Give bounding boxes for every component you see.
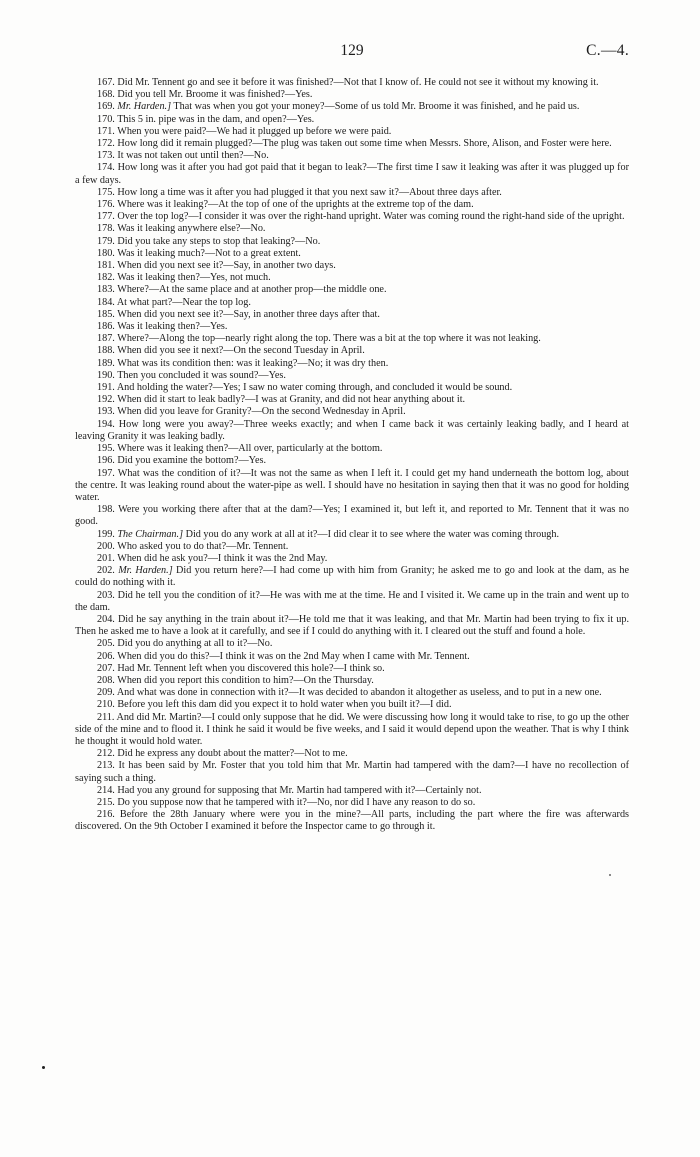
testimony-paragraph [75,138,629,150]
testimony-paragraph [75,211,629,223]
testimony-paragraph [75,345,629,357]
testimony-paragraph [75,406,629,418]
question-number: 179. [97,235,115,247]
testimony-text: Did you take any steps to stop that leaking?—No. [117,235,321,247]
testimony-text: Was it leaking much?—Not to a great extent. [117,247,301,259]
testimony-paragraph [75,236,629,248]
question-number: 195. [97,443,115,455]
testimony-paragraph [75,382,629,394]
testimony-text: Did you return here?—I had come up with him from Granity; he asked me to go and look at the dam, as he could do nothing with it. [75,565,630,589]
testimony-paragraph [75,394,629,406]
speaker-label: The Chairman.] [117,528,184,540]
testimony-text: Where?—Along the top—nearly right along the top. There was a bit at the top where it was not leaking. [117,333,541,345]
testimony-paragraph [75,443,629,455]
question-number: 173. [97,150,115,162]
testimony-paragraph [75,321,629,333]
question-number: 175. [97,186,115,198]
testimony-paragraph [75,638,629,650]
testimony-text: Before you left this dam did you expect it to hold water when you built it?—I did. [117,699,452,711]
question-number: 216. [97,809,115,821]
testimony-text: Did he express any doubt about the matter?—Not to me. [117,748,348,760]
testimony-paragraph [75,126,629,138]
testimony-paragraph [75,223,629,235]
question-number: 183. [97,284,115,296]
testimony-text: Then you concluded it was sound?—Yes. [117,369,286,381]
question-number: 186. [97,321,115,333]
testimony-text: How long were you away?—Three weeks exactly; and when I came back it was certainly leaking badly, and I heard at leaving Granity it was leaking badly. [75,418,630,442]
testimony-text: Did he say anything in the train about it?—He told me that it was leaking, and that Mr. Martin had been trying to fix it up. Then he asked me to have a look at it carefully, and see if I could do anything with it. I cleared out the stuff and found a hole. [75,613,630,638]
testimony-text: It has been said by Mr. Foster that you told him that Mr. Martin had tampered with the dam?—I have no recollection of saying such a thing. [75,760,630,784]
question-number: 207. [97,662,115,674]
question-number: 187. [97,333,115,345]
question-number: 204. [97,613,115,625]
question-number: 190. [97,369,115,381]
testimony-text: And did Mr. Martin?—I could only suppose that he did. We were discussing how long it would take to rise, to go up the other side of the mine and to flood it. I think he said it would be five weeks, and I said it would depend upon the weather. That is why I think he thought it would hold water. [75,711,629,747]
testimony-text: Were you working there after that at the dam?—Yes; I examined it, but left it, and reported to Mr. Tennent that it was no good. [75,504,629,528]
testimony-paragraph [75,455,629,467]
testimony-paragraph [75,284,629,296]
testimony-paragraph [75,663,629,675]
testimony-text: Before the 28th January where were you in the mine?—All parts, including the part where the fire was afterwards discovered. On the 9th October I examined it before the Inspector came to go through it. [75,809,629,833]
question-number: 182. [97,272,115,284]
testimony-paragraph [75,77,629,89]
question-number: 196. [97,455,115,467]
testimony-paragraph [75,150,629,162]
speaker-label: Mr. Harden.] [118,565,173,577]
testimony-paragraph [75,699,629,711]
testimony-text: When did you next see it?—Say, in another two days. [117,260,336,272]
testimony-paragraph [75,248,629,260]
question-number: 184. [97,296,115,308]
testimony-paragraph [75,162,629,186]
testimony-paragraph [75,565,629,589]
testimony-paragraph [75,651,629,663]
question-number: 206. [97,650,115,662]
testimony-paragraph [75,760,629,784]
testimony-text: Was it leaking then?—Yes. [117,321,228,333]
testimony-paragraph [75,309,629,321]
testimony-text: What was the condition of it?—It was not the same as when I left it. I could get my hand underneath the bottom log, about the centre. It was leaking round about the water-pipe as well. I should have no hesitation in saying then that it was no good for holding water. [75,467,629,503]
testimony-text: When did you see it next?—On the second Tuesday in April. [117,345,365,357]
testimony-paragraph [75,272,629,284]
testimony-text: When did he ask you?—I think it was the 2nd May. [117,552,328,564]
page-number: 129 [340,42,364,59]
question-number: 168. [97,89,115,101]
testimony-text: When you were paid?—We had it plugged up before we were paid. [117,125,392,137]
question-number: 211. [97,711,115,723]
question-number: 201. [97,552,115,564]
testimony-paragraph [75,748,629,760]
testimony-body [75,77,629,834]
question-number: 214. [97,784,115,796]
testimony-text: And what was done in connection with it?—It was decided to abandon it altogether as useless, and to put in a new one. [116,687,602,699]
testimony-paragraph [75,297,629,309]
testimony-text: Did you examine the bottom?—Yes. [117,455,267,467]
stray-mark [609,874,611,876]
question-number: 170. [97,113,115,125]
testimony-text: At what part?—Near the top log. [116,296,251,308]
testimony-text: It was not taken out until then?—No. [117,150,269,162]
testimony-text: Did you tell Mr. Broome it was finished?—Yes. [117,89,313,101]
testimony-text: How long a time was it after you had plugged it that you next saw it?—About three days after. [117,186,502,198]
testimony-paragraph [75,419,629,443]
question-number: 200. [97,540,115,552]
testimony-text: Had you any ground for supposing that Mr. Martin had tampered with it?—Certainly not. [117,784,482,796]
testimony-text: Over the top log?—I consider it was over the right-hand upright. Water was coming round the right-hand side of the upright. [117,211,625,223]
question-number: 203. [97,589,115,601]
testimony-text: Where was it leaking then?—All over, particularly at the bottom. [117,443,383,455]
testimony-paragraph [75,504,629,528]
question-number: 212. [97,748,115,760]
question-number: 197. [97,467,115,479]
testimony-text: Was it leaking anywhere else?—No. [117,223,266,235]
testimony-text: When did you next see it?—Say, in another three days after that. [117,308,380,320]
question-number: 193. [97,406,115,418]
testimony-text: Do you suppose now that he tampered with it?—No, nor did I have any reason to do so. [117,796,476,808]
testimony-paragraph [75,370,629,382]
question-number: 213. [97,760,115,772]
testimony-paragraph [75,797,629,809]
question-number: 181. [97,260,115,272]
stray-mark [42,1066,45,1069]
testimony-text: How long did it remain plugged?—The plug was taken out some time when Messrs. Shore, Alison, and Foster were here. [117,138,612,150]
testimony-paragraph [75,590,629,614]
testimony-paragraph [75,199,629,211]
testimony-paragraph [75,541,629,553]
question-number: 188. [97,345,115,357]
testimony-text: And holding the water?—Yes; I saw no water coming through, and concluded it would be sound. [116,382,513,394]
document-reference: C.—4. [586,42,629,59]
testimony-paragraph [75,785,629,797]
testimony-text: Where?—At the same place and at another prop—the middle one. [117,284,387,296]
question-number: 189. [97,357,115,369]
question-number: 185. [97,308,115,320]
question-number: 176. [97,199,115,211]
question-number: 215. [97,796,115,808]
testimony-text: What was its condition then: was it leaking?—No; it was dry then. [117,357,389,369]
testimony-text: Did you do anything at all to it?—No. [117,638,273,650]
question-number: 178. [97,223,115,235]
testimony-paragraph [75,260,629,272]
testimony-paragraph [75,89,629,101]
testimony-paragraph [75,187,629,199]
testimony-text: That was when you got your money?—Some of us told Mr. Broome it was finished, and he paid us. [173,101,580,113]
testimony-paragraph [75,114,629,126]
question-number: 198. [97,504,115,516]
testimony-paragraph [75,553,629,565]
question-number: 192. [97,394,115,406]
testimony-paragraph [75,675,629,687]
testimony-text: Did you do any work at all at it?—I did clear it to see where the water was coming through. [185,528,560,540]
question-number: 180. [97,247,115,259]
testimony-text: When did you do this?—I think it was on the 2nd May when I came with Mr. Tennent. [117,650,470,662]
question-number: 172. [97,138,115,150]
testimony-text: Did Mr. Tennent go and see it before it was finished?—Not that I know of. He could not see it without my knowing it. [117,77,599,88]
testimony-paragraph [75,101,629,113]
question-number: 194. [97,418,115,430]
question-number: 205. [97,638,115,650]
testimony-paragraph [75,712,629,749]
question-number: 208. [97,674,115,686]
testimony-text: When did you leave for Granity?—On the second Wednesday in April. [117,406,406,418]
question-number: 191. [97,382,115,394]
page-header [75,38,629,64]
testimony-text: Where was it leaking?—At the top of one of the uprights at the extreme top of the dam. [117,199,474,211]
question-number: 174. [97,162,115,174]
speaker-label: Mr. Harden.] [117,101,172,113]
question-number: 209. [97,687,115,699]
question-number: 210. [97,699,115,711]
testimony-paragraph [75,358,629,370]
question-number: 202. [97,565,115,577]
testimony-text: When did you report this condition to him?—On the Thursday. [117,674,374,686]
question-number: 171. [97,125,115,137]
question-number: 199. [97,528,115,540]
testimony-text: Who asked you to do that?—Mr. Tennent. [117,540,289,552]
testimony-text: This 5 in. pipe was in the dam, and open?—Yes. [117,113,315,125]
testimony-paragraph [75,614,629,638]
question-number: 167. [97,77,115,88]
testimony-text: When did it start to leak badly?—I was at Granity, and did not hear anything about it. [117,394,466,406]
testimony-paragraph [75,809,629,833]
question-number: 169. [97,101,115,113]
testimony-paragraph [75,333,629,345]
testimony-paragraph [75,529,629,541]
testimony-text: Was it leaking then?—Yes, not much. [117,272,271,284]
testimony-paragraph [75,468,629,505]
testimony-text: How long was it after you had got paid that it began to leak?—The first time I saw it leaking was after it was plugged up for a few days. [75,162,630,186]
testimony-paragraph [75,687,629,699]
question-number: 177. [97,211,115,223]
testimony-text: Had Mr. Tennent left when you discovered this hole?—I think so. [117,662,385,674]
testimony-text: Did he tell you the condition of it?—He was with me at the time. He and I visited it. We came up in the train and went up to the dam. [75,589,629,613]
